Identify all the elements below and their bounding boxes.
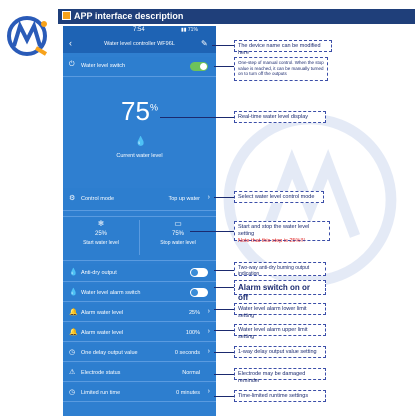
- leader-line: [214, 330, 234, 331]
- chevron-right-icon: ›: [207, 328, 210, 335]
- annotation-start-stop-note: Note that this step is 25%!!!: [238, 237, 305, 244]
- stop-level-value: 75%: [171, 231, 184, 237]
- stop-level-button[interactable]: [140, 219, 216, 246]
- back-icon[interactable]: ‹: [69, 38, 72, 48]
- annotation-switch-note: One-step of manual control. When the stop value is reached, it can be manually turned on to turn off the outputs: [234, 57, 328, 81]
- chevron-right-icon: ›: [207, 348, 210, 355]
- water-level-switch-label: Water level switch: [81, 63, 126, 69]
- chevron-right-icon: ›: [207, 194, 210, 201]
- tank-icon: ▭: [174, 219, 182, 228]
- anti-dry-row[interactable]: [63, 264, 216, 282]
- alarm-upper-value: 100%: [185, 330, 200, 336]
- page-title: APP interface description: [74, 11, 184, 21]
- header-bullet: [62, 11, 71, 20]
- runtime-label: Limited run time: [81, 390, 121, 396]
- clock-icon: ◷: [69, 389, 76, 396]
- leader-line: [214, 66, 234, 67]
- electrode-row[interactable]: [63, 364, 216, 382]
- delay-label: One delay output value: [81, 350, 138, 356]
- annotation-device-name: The device name can be modified here: [234, 40, 332, 52]
- water-level-switch-row[interactable]: [63, 57, 216, 77]
- annotation-start-stop: [234, 221, 330, 244]
- drop-icon: 💧: [69, 289, 78, 296]
- alarm-lower-row[interactable]: [63, 304, 216, 322]
- leader-line: [190, 231, 234, 232]
- annotation-delay: 1-way delay output value setting: [234, 346, 326, 358]
- leader-line: [214, 287, 234, 288]
- alarm-upper-label: Alarm water level: [81, 330, 124, 336]
- annotation-anti-dry: Two-way anti-dry burning output indication: [234, 262, 326, 276]
- annotation-runtime: Time-limited runtime settings: [234, 390, 326, 402]
- electrode-label: Electrode status: [81, 370, 121, 376]
- leader-line: [214, 197, 234, 198]
- status-battery: ▮▮ 71%: [181, 27, 198, 33]
- alarm-lower-label: Alarm water level: [81, 310, 124, 316]
- bell-icon: 🔔: [69, 309, 78, 316]
- current-level-value: [63, 96, 216, 127]
- stop-level-label: Stop water level: [160, 240, 196, 246]
- leader-line: [160, 117, 234, 118]
- leader-line: [214, 374, 234, 375]
- power-icon: ⏻: [69, 61, 75, 68]
- current-level-label: Current water level: [116, 153, 163, 159]
- annotation-control-mode: Select water level control mode: [234, 191, 324, 203]
- chevron-right-icon: ›: [207, 388, 210, 395]
- drop-icon: 💧: [69, 269, 78, 276]
- leader-line: [214, 270, 234, 271]
- control-mode-label: Control mode: [81, 196, 115, 202]
- delay-value: 0 seconds: [174, 350, 200, 356]
- leader-line: [214, 352, 234, 353]
- leader-line: [214, 396, 234, 397]
- electrode-value: Normal: [182, 370, 200, 376]
- start-level-value: 25%: [94, 231, 107, 237]
- alarm-switch-label: Water level alarm switch: [81, 290, 141, 296]
- anti-dry-label: Anti-dry output: [81, 270, 117, 276]
- annotation-alarm-switch: Alarm switch on or off: [234, 280, 326, 295]
- annotation-realtime: Real-time water level display: [234, 111, 326, 123]
- brand-logo: [2, 10, 52, 60]
- device-title: Water level controller WF96L: [104, 41, 175, 47]
- annotation-start-stop-text: Start and stop the water level setting: [238, 224, 310, 237]
- start-level-label: Start water level: [83, 240, 119, 246]
- alarm-upper-row[interactable]: [63, 324, 216, 342]
- control-mode-value: Top up water: [168, 196, 200, 202]
- status-time: 7:54: [133, 27, 145, 33]
- runtime-row[interactable]: [63, 384, 216, 402]
- edit-icon[interactable]: ✎: [201, 39, 208, 48]
- leader-line: [212, 45, 234, 46]
- annotation-upper-limit: Water level alarm upper limit setting: [234, 324, 326, 336]
- delay-row[interactable]: [63, 344, 216, 362]
- phone-screen: [63, 26, 216, 416]
- chevron-right-icon: ›: [207, 308, 210, 315]
- alarm-switch-row[interactable]: [63, 284, 216, 302]
- gear-icon: ⚙: [69, 195, 76, 202]
- alarm-switch-toggle[interactable]: [190, 288, 208, 297]
- water-level-switch-toggle[interactable]: [190, 62, 208, 71]
- clock-icon: ◷: [69, 349, 76, 356]
- control-mode-row[interactable]: [63, 188, 216, 211]
- snowflake-icon: ❄: [97, 219, 105, 228]
- annotation-electrode: Electrode may be damaged reminder: [234, 368, 326, 380]
- bell-icon: 🔔: [69, 329, 78, 336]
- annotation-lower-limit: Water level alarm lower limit setting: [234, 303, 326, 315]
- current-level-number: 75: [121, 96, 150, 126]
- start-level-button[interactable]: [63, 219, 139, 246]
- anti-dry-toggle[interactable]: [190, 268, 208, 277]
- water-drop-icon: 💧: [135, 136, 147, 146]
- electrode-icon: ⚠: [69, 369, 76, 376]
- current-level-unit: %: [149, 102, 158, 113]
- runtime-value: 0 minutes: [176, 390, 200, 396]
- alarm-lower-value: 25%: [188, 310, 200, 316]
- leader-line: [214, 309, 234, 310]
